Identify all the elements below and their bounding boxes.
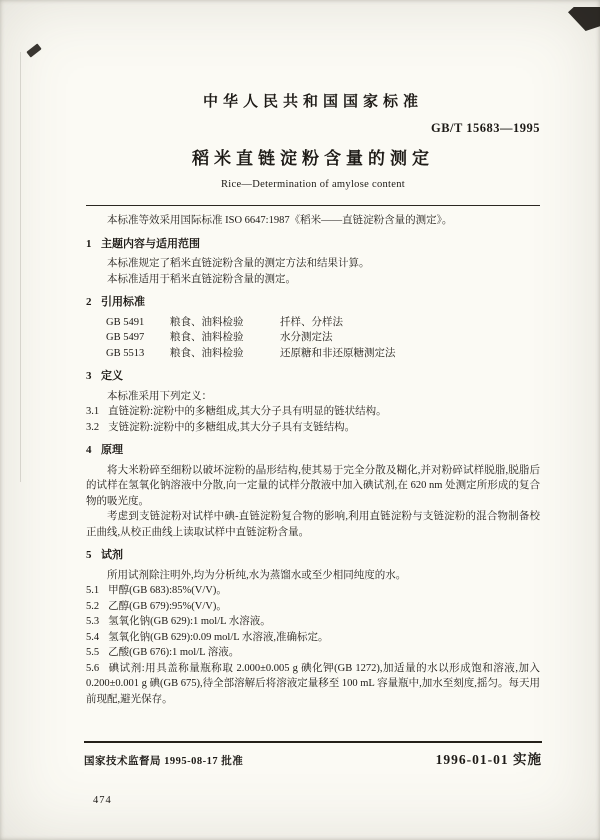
footer-divider bbox=[84, 741, 542, 743]
item-text: 氢氧化钠(GB 629):1 mol/L 水溶液。 bbox=[108, 616, 271, 627]
section-title: 试剂 bbox=[101, 549, 123, 561]
item-text: 支链淀粉:淀粉中的多糖组成,其大分子具有支链结构。 bbox=[108, 421, 356, 433]
header-divider bbox=[86, 205, 540, 206]
page-footer bbox=[84, 741, 542, 768]
document-title-english: Rice—Determination of amylose content bbox=[220, 179, 405, 190]
implementation-date: 1996-01-01 实施 bbox=[435, 752, 542, 767]
document-body bbox=[86, 213, 540, 707]
item-number: 5.3 bbox=[86, 616, 100, 627]
item-number: 3.1 bbox=[86, 406, 100, 417]
section-number: 4 bbox=[86, 444, 92, 456]
section-title: 引用标准 bbox=[101, 296, 145, 308]
intro-paragraph: 本标准等效采用国际标准 ISO 6647:1987《稻米——直链淀粉含量的测定》。 bbox=[107, 215, 453, 226]
reagent-item bbox=[86, 583, 540, 599]
reference-category: 粮食、油料检验 bbox=[170, 316, 244, 328]
reagent-item bbox=[86, 599, 540, 615]
item-text: 乙酸(GB 676):1 mol/L 溶液。 bbox=[108, 647, 240, 658]
section-title: 主题内容与适用范围 bbox=[101, 237, 200, 250]
definition-item bbox=[86, 420, 540, 436]
page-number: 474 bbox=[93, 795, 112, 806]
reference-code: GB 5513 bbox=[106, 347, 145, 359]
section-1 bbox=[86, 237, 540, 288]
reference-row bbox=[86, 346, 540, 362]
item-number: 5.5 bbox=[86, 647, 100, 658]
document-title: 稻米直链淀粉含量的测定 bbox=[192, 149, 434, 168]
section-title: 定义 bbox=[101, 370, 123, 382]
section-2 bbox=[86, 295, 540, 361]
approval-text: 国家技术监督局 1995-08-17 批准 bbox=[84, 756, 244, 767]
national-standard-header: 中华人民共和国国家标准 bbox=[202, 94, 423, 110]
paragraph: 本标准采用下列定义： bbox=[107, 390, 212, 402]
section-2-heading bbox=[86, 295, 540, 311]
reference-code: GB 5491 bbox=[106, 316, 145, 328]
section-number: 2 bbox=[86, 296, 92, 308]
reference-category: 粮食、油料检验 bbox=[170, 332, 244, 343]
item-text: 碘试剂:用具盖称量瓶称取 2.000±0.005 g 碘化钾(GB 1272),加适量的水以形成饱和溶液,加入 0.200±0.001 g 碘(GB 675),待全部溶解后将溶液定量移至 100 mL 容量瓶中,加水至刻度,摇匀。每天用前现配,避光保存。 bbox=[86, 662, 540, 705]
item-text: 甲醇(GB 683):85%(V/V)。 bbox=[108, 585, 227, 596]
reference-name: 扦样、分样法 bbox=[280, 316, 343, 328]
paragraph: 本标准规定了稻米直链淀粉含量的测定方法和结果计算。 bbox=[107, 258, 370, 269]
paragraph: 所用试剂除注明外,均为分析纯,水为蒸馏水或至少相同纯度的水。 bbox=[107, 569, 407, 581]
scan-edge-line bbox=[20, 52, 21, 482]
footer-row bbox=[84, 748, 542, 768]
section-3-heading bbox=[86, 369, 540, 385]
section-3 bbox=[86, 369, 540, 435]
section-number: 1 bbox=[86, 237, 92, 250]
item-text: 直链淀粉:淀粉中的多糖组成,其大分子具有明显的链状结构。 bbox=[108, 406, 387, 417]
reference-name: 还原糖和非还原糖测定法 bbox=[280, 347, 396, 359]
reference-row bbox=[86, 330, 540, 346]
section-1-heading bbox=[86, 237, 540, 253]
section-4-heading bbox=[86, 443, 540, 459]
reagent-item bbox=[86, 630, 540, 646]
section-number: 5 bbox=[86, 549, 92, 561]
item-number: 5.4 bbox=[86, 631, 100, 643]
scan-artifact-top-left bbox=[26, 43, 41, 57]
section-number: 3 bbox=[86, 370, 92, 382]
reagent-item bbox=[86, 645, 540, 661]
item-text: 乙醇(GB 679):95%(V/V)。 bbox=[108, 600, 227, 612]
standard-number: GB/T 15683—1995 bbox=[430, 121, 540, 135]
item-number: 5.2 bbox=[86, 600, 100, 612]
section-5 bbox=[86, 548, 540, 707]
item-number: 3.2 bbox=[86, 421, 100, 433]
reagent-item bbox=[86, 614, 540, 630]
reference-row bbox=[86, 315, 540, 331]
section-5-heading bbox=[86, 548, 540, 564]
paragraph: 本标准适用于稻米直链淀粉含量的测定。 bbox=[107, 273, 296, 285]
reference-name: 水分测定法 bbox=[280, 332, 333, 343]
scan-artifact-top-right bbox=[568, 7, 600, 31]
reference-code: GB 5497 bbox=[106, 332, 145, 343]
paragraph: 考虑到支链淀粉对试样中碘-直链淀粉复合物的影响,利用直链淀粉与支链淀粉的混合物制备校正曲线,从校正曲线上读取试样中直链淀粉含量。 bbox=[86, 511, 540, 538]
item-number: 5.1 bbox=[86, 585, 100, 596]
page-content bbox=[86, 90, 540, 707]
paragraph: 将大米粉碎至细粉以破坏淀粉的晶形结构,使其易于完全分散及糊化,并对粉碎试样脱脂,脱脂后的试样在氢氧化钠溶液中分散,向一定量的试样分散液中加入碘试剂,在 620 nm 处测定所形成的复合物的吸光度。 bbox=[86, 464, 540, 507]
item-text: 氢氧化钠(GB 629):0.09 mol/L 水溶液,准确标定。 bbox=[108, 631, 329, 643]
section-4 bbox=[86, 443, 540, 540]
definition-item bbox=[86, 404, 540, 420]
item-number: 5.6 bbox=[86, 662, 100, 674]
section-title: 原理 bbox=[101, 444, 123, 456]
reference-category: 粮食、油料检验 bbox=[170, 347, 244, 359]
reagent-item bbox=[86, 661, 540, 708]
